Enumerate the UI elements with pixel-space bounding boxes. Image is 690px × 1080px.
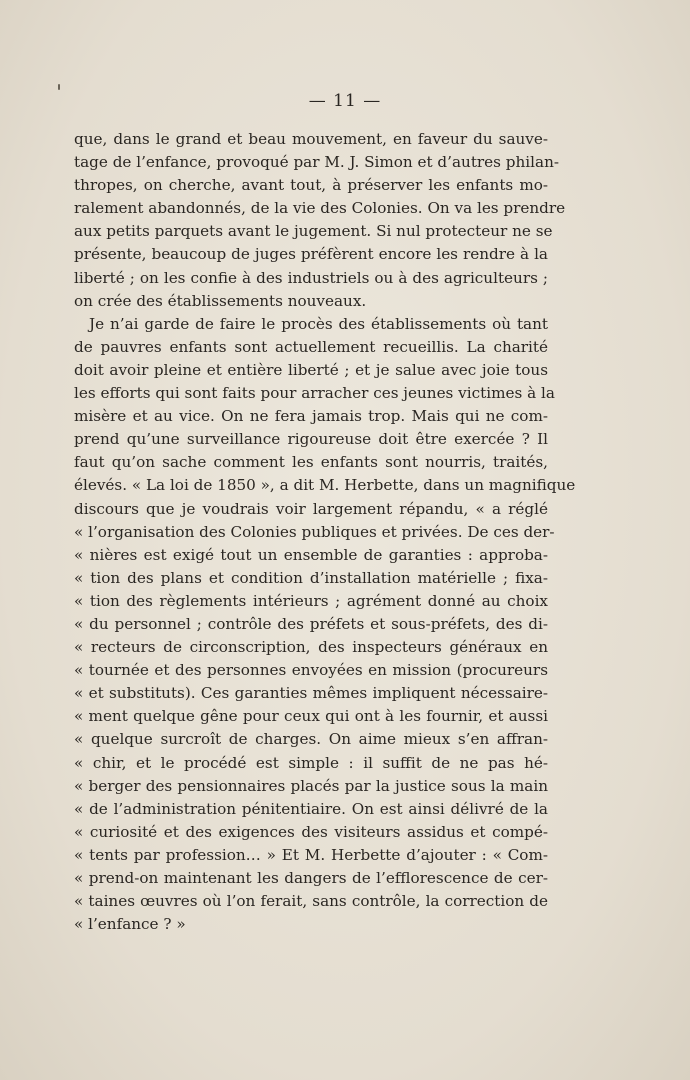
- body-text: [74, 128, 576, 936]
- text-line: discours que je voudrais voir largement répandu, « a réglé: [74, 499, 548, 518]
- text-line: « taines œuvres où l’on ferait, sans contrôle, la correction de: [74, 892, 548, 911]
- text-line: « du personnel ; contrôle des préfets et sous-préfets, des di-: [74, 614, 548, 633]
- text-line: élevés. « La loi de 1850 », a dit M. Herbette, dans un magnifique: [74, 476, 576, 495]
- text-line: « tion des règlements intérieurs ; agrément donné au choix: [74, 591, 548, 610]
- text-line: aux petits parquets avant le jugement. Si nul protecteur ne se: [74, 222, 553, 241]
- text-line: « chir, et le procédé est simple : il suffit de ne pas hé-: [74, 753, 548, 772]
- text-line: présente, beaucoup de juges préfèrent encore les rendre à la: [74, 245, 548, 264]
- text-line: que, dans le grand et beau mouvement, en faveur du sauve-: [74, 130, 548, 148]
- text-line: « ment quelque gêne pour ceux qui ont à les fournir, et aussi: [74, 707, 548, 726]
- text-line: les efforts qui sont faits pour arracher ces jeunes victimes à la: [74, 384, 555, 403]
- text-line: Je n’ai garde de faire le procès des établissements où tant: [89, 314, 548, 333]
- text-line: faut qu’on sache comment les enfants sont nourris, traités,: [74, 453, 548, 472]
- text-line: prend qu’une surveillance rigoureuse doit être exercée ? Il: [74, 430, 548, 449]
- text-line: « berger des pensionnaires placés par la justice sous la main: [74, 776, 548, 795]
- text-line: « recteurs de circonscription, des inspecteurs généraux en: [74, 638, 548, 657]
- text-line: « curiosité et des exigences des visiteurs assidus et compé-: [74, 822, 548, 841]
- text-line: « de l’administration pénitentiaire. On est ainsi délivré de la: [74, 799, 548, 818]
- text-line: thropes, on cherche, avant tout, à préserver les enfants mo-: [74, 176, 548, 195]
- text-line: « tournée et des personnes envoyées en mission (procureurs: [74, 661, 548, 680]
- text-line: « l’enfance ? »: [74, 915, 186, 934]
- text-line: ralement abandonnés, de la vie des Colonies. On va les prendre: [74, 199, 566, 218]
- text-line: « l’organisation des Colonies publiques et privées. De ces der-: [74, 522, 555, 541]
- text-line: « prend-on maintenant les dangers de l’efflorescence de cer-: [74, 869, 548, 887]
- text-line: « et substituts). Ces garanties mêmes impliquent nécessaire-: [74, 684, 548, 703]
- text-line: doit avoir pleine et entière liberté ; et je salue avec joie tous: [74, 360, 548, 379]
- text-line: « tents par profession… » Et M. Herbette d’ajouter : « Com-: [74, 845, 548, 864]
- ink-speck: [58, 84, 60, 90]
- page-number: — 11 —: [308, 91, 382, 111]
- text-line: de pauvres enfants sont actuellement recueillis. La charité: [74, 337, 548, 356]
- text-line: misère et au vice. On ne fera jamais trop. Mais qui ne com-: [74, 407, 548, 426]
- text-line: « tion des plans et condition d’installation matérielle ; fixa-: [74, 568, 548, 587]
- text-line: tage de l’enfance, provoqué par M. J. Simon et d’autres philan-: [74, 153, 559, 172]
- text-line: « quelque surcroît de charges. On aime mieux s’en affran-: [74, 730, 548, 749]
- text-line: on crée des établissements nouveaux.: [74, 291, 367, 310]
- text-line: « nières est exigé tout un ensemble de garanties : approba-: [74, 545, 548, 564]
- text-line: liberté ; on les confie à des industriels ou à des agriculteurs ;: [74, 268, 548, 287]
